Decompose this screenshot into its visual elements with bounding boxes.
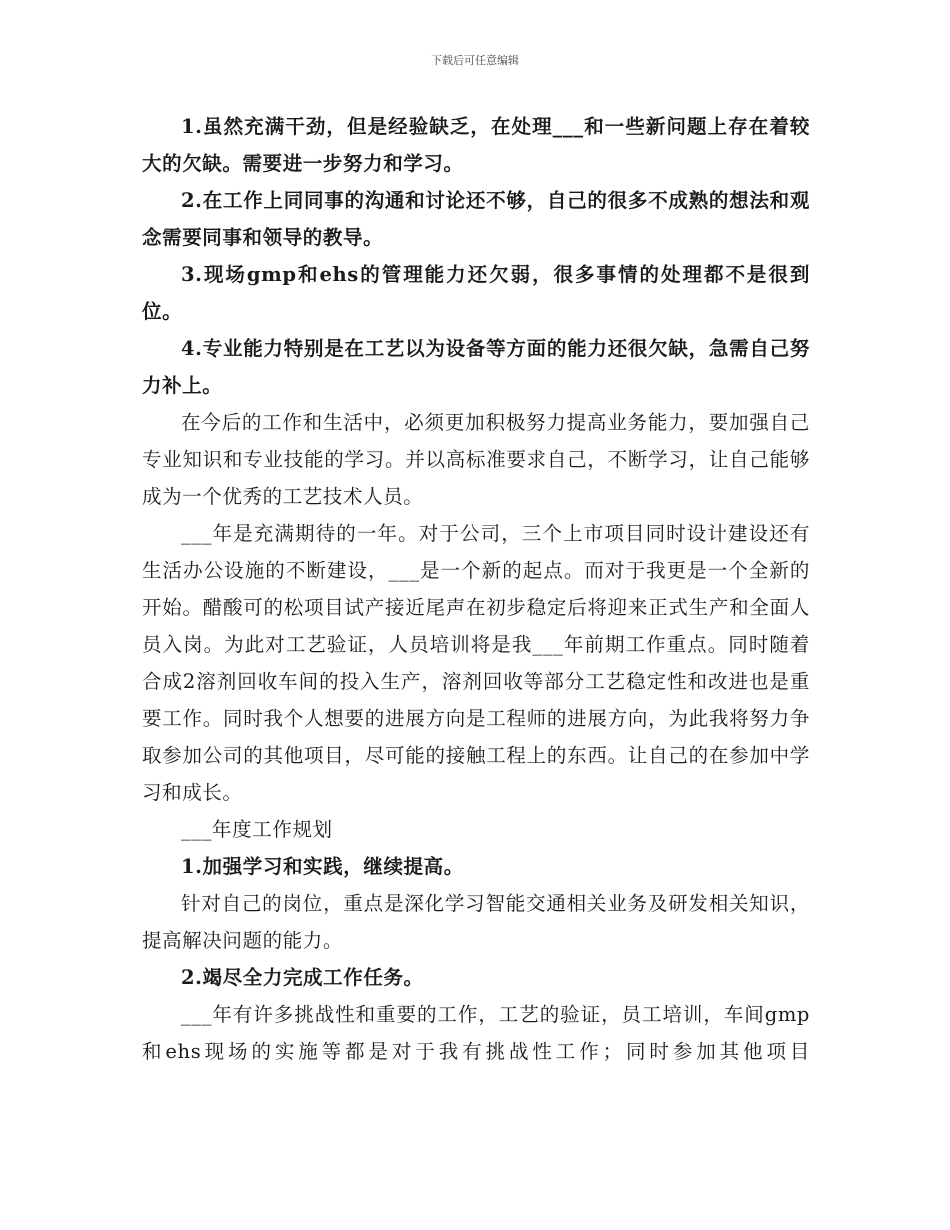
document-body (142, 108, 810, 1070)
paragraph-9: 2.竭尽全力完成工作任务。 (181, 966, 424, 989)
paragraph-4: 4.专业能力特别是在工艺以为设备等方面的能力还很欠缺，急需自己努力补上。 (142, 337, 810, 397)
section-heading: ___年度工作规划 (181, 818, 333, 841)
paragraph-8: 针对自己的岗位，重点是深化学习智能交通相关业务及研发相关知识，提高解决问题的能力。 (142, 892, 810, 952)
paragraph-1: 1.虽然充满干劲，但是经验缺乏，在处理___和一些新问题上存在着较大的欠缺。需要进一步努力和学习。 (142, 115, 810, 175)
paragraph-3: 3.现场gmp和ehs的管理能力还欠弱，很多事情的处理都不是很到位。 (142, 263, 810, 323)
paragraph-10: ___年有许多挑战性和重要的工作，工艺的验证，员工培训，车间gmp和ehs现场的实施等都是对于我有挑战性工作；同时参加其他项目 (142, 1003, 810, 1063)
paragraph-2: 2.在工作上同同事的沟通和讨论还不够，自己的很多不成熟的想法和观念需要同事和领导的教导。 (142, 189, 810, 249)
header-note: 下载后可任意编辑 (431, 54, 519, 67)
paragraph-7: 1.加强学习和实践，继续提高。 (181, 855, 464, 878)
paragraph-6: ___年是充满期待的一年。对于公司，三个上市项目同时设计建设还有生活办公设施的不断建设，___是一个新的起点。而对于我更是一个全新的开始。醋酸可的松项目试产接近尾声在初步稳定后将迎来正式生产和全面人员入岗。为此对工艺验证，人员培训将是我___年前期工作重点。同时随着合成2溶剂回收车间的投入生产，溶剂回收等部分工艺稳定性和改进也是重要工作。同时我个人想要的进展方向是工程师的进展方向，为此我将努力争取参加公司的其他项目，尽可能的接触工程上的东西。让自己的在参加中学习和成长。 (142, 522, 810, 804)
paragraph-5: 在今后的工作和生活中，必须更加积极努力提高业务能力，要加强自己专业知识和专业技能的学习。并以高标准要求自己，不断学习，让自己能够成为一个优秀的工艺技术人员。 (142, 411, 810, 508)
